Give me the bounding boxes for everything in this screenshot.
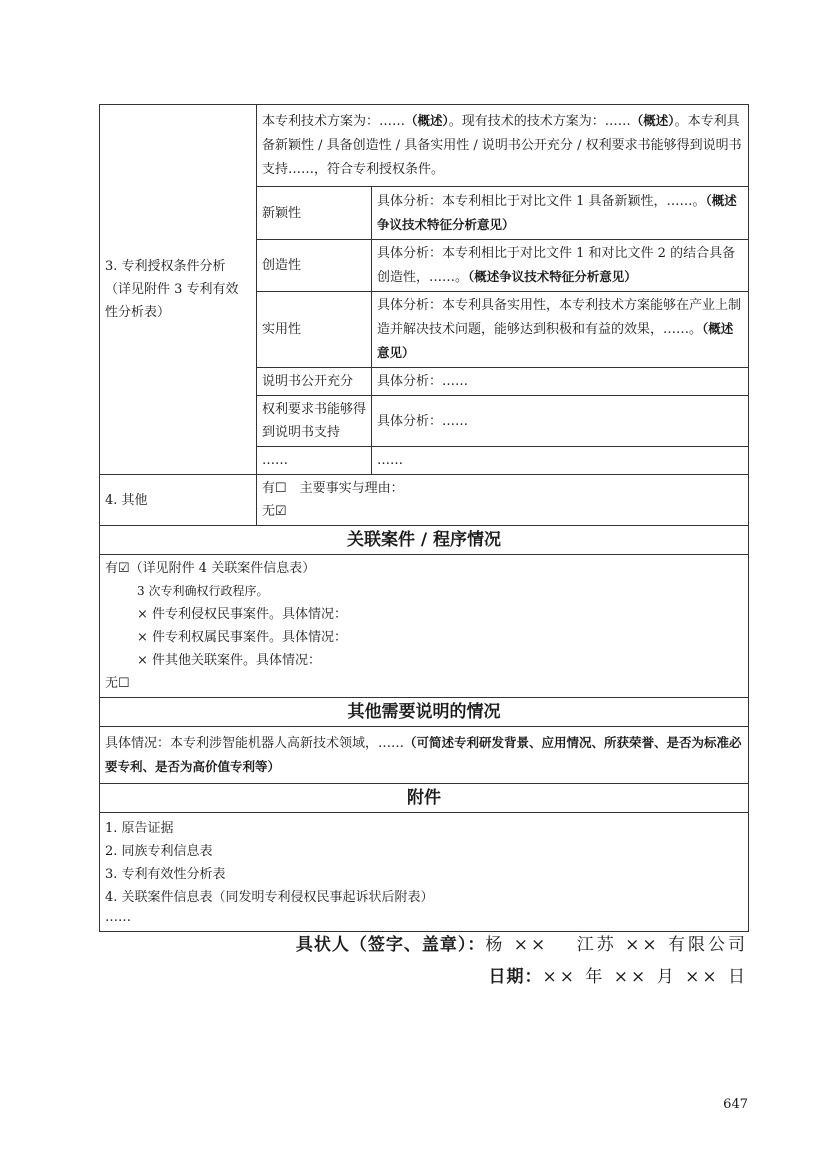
attachment-item: 2. 同族专利信息表 xyxy=(105,844,213,859)
attachment-item: …… xyxy=(105,910,131,925)
form-table xyxy=(99,104,749,932)
other-content: 具体情况：本专利涉智能机器人高新技术领域，……（可简述专利研发背景、应用情况、所获荣誉、是否为标准必要专利、是否为高价值专利等） xyxy=(100,727,749,784)
row4-label: 4. 其他 xyxy=(100,475,257,526)
attachment-item: 3. 专利有效性分析表 xyxy=(105,867,226,882)
signature-value: 杨 ×× 江苏 ×× 有限公司 xyxy=(485,935,748,955)
criterion-analysis: 具体分析：…… xyxy=(372,368,749,396)
signature-line xyxy=(296,930,748,955)
criterion-name: 新颖性 xyxy=(257,187,372,240)
criterion-analysis: 具体分析：本专利相比于对比文件 1 和对比文件 2 的结合具备创造性，……。（概述争议技术特征分析意见） xyxy=(372,240,749,292)
page-number: 647 xyxy=(723,1097,748,1112)
criterion-name: …… xyxy=(257,447,372,475)
criterion-name: 实用性 xyxy=(257,292,372,368)
criterion-name: 创造性 xyxy=(257,240,372,292)
criterion-name: 权利要求书能够得到说明书支持 xyxy=(257,396,372,447)
date-value: ×× 年 ×× 月 ×× 日 xyxy=(542,967,748,987)
criterion-analysis: 具体分析：本专利相比于对比文件 1 具备新颖性，……。（概述争议技术特征分析意见） xyxy=(372,187,749,240)
attachment-item: 4. 关联案件信息表（同发明专利侵权民事起诉状后附表） xyxy=(105,890,434,905)
attachment-item: 1. 原告证据 xyxy=(105,821,174,836)
other-title: 其他需要说明的情况 xyxy=(100,698,749,727)
row3-label: 3. 专利授权条件分析（详见附件 3 专利有效性分析表） xyxy=(100,105,257,475)
criterion-analysis: 具体分析：本专利具备实用性，本专利技术方案能够在产业上制造并解决技术问题，能够达到积极和有益的效果，……。（概述意见） xyxy=(372,292,749,368)
attachments-title: 附件 xyxy=(100,784,749,813)
related-title: 关联案件 / 程序情况 xyxy=(100,526,749,555)
criterion-analysis: 具体分析：…… xyxy=(372,396,749,447)
date-label: 日期： xyxy=(488,967,543,987)
attachments-list xyxy=(100,813,749,932)
related-content: 有☑（详见附件 4 关联案件信息表） 3 次专利确权行政程序。 × 件专利侵权民事案件。具体情况： × 件专利权属民事案件。具体情况： × 件其他关联案件。具体情况： 无☐ xyxy=(100,555,749,698)
row4-content: 有☐ 主要事实与理由： 无☑ xyxy=(257,475,749,526)
signature-label: 具状人（签字、盖章）： xyxy=(295,935,486,955)
criterion-analysis: …… xyxy=(372,447,749,475)
row3-intro: 本专利技术方案为：……（概述）。现有技术的技术方案为：……（概述）。本专利具备新颖性 / 具备创造性 / 具备实用性 / 说明书公开充分 / 权利要求书能够得到说明书支持……，符合专利授权条件。 xyxy=(257,105,749,187)
date-line xyxy=(489,962,748,987)
criterion-name: 说明书公开充分 xyxy=(257,368,372,396)
